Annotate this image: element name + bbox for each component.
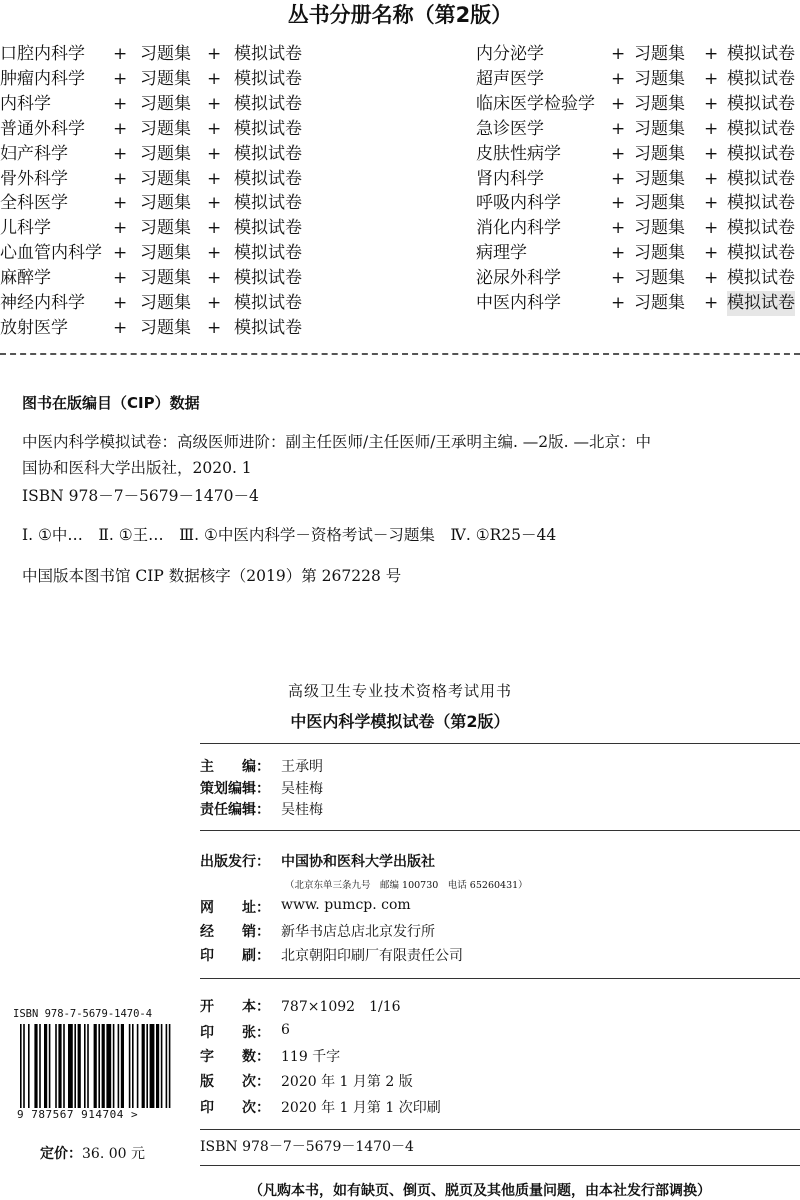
barcode-bar [129,1024,131,1108]
printing-label: 印 次： [200,1100,270,1116]
barcode-bar [166,1024,168,1108]
barcode-icon [20,1024,172,1108]
cip-classification: Ⅰ. ①中… Ⅱ. ①王… Ⅲ. ①中医内科学－资格考试－习题集 Ⅳ. ①R25－44 [22,526,557,544]
mock-exam-label: 模拟试卷 [727,143,795,164]
barcode-bar [118,1024,120,1108]
website-label: 网 址： [200,900,270,916]
cip-line: 中医内科学模拟试卷：高级医师进阶：副主任医师/主任医师/王承明主编. —2版. —北京：中 [22,433,652,451]
mock-exam-label: 模拟试卷 [727,291,795,316]
plus-sign: + [704,168,719,189]
series-item-name: 临床医学检验学 [476,93,595,114]
exercise-label: 习题集 [634,118,685,139]
series-row [476,42,800,67]
series-item-name: 病理学 [476,243,527,264]
series-row [476,67,800,92]
barcode-bar [169,1024,171,1108]
planning-editor-label: 策划编辑： [200,781,270,797]
plus-sign: + [113,193,128,214]
divider [200,743,800,744]
exercise-label: 习题集 [140,93,191,114]
mock-exam-label: 模拟试卷 [234,168,302,189]
plus-sign: + [611,118,626,139]
plus-sign: + [207,317,222,338]
series-title: 丛书分册名称（第2版） [287,3,513,27]
exercise-label: 习题集 [140,317,191,338]
cip-heading: 图书在版编目（CIP）数据 [22,394,200,412]
mock-exam-label: 模拟试卷 [234,118,302,139]
barcode-bar [142,1024,145,1108]
mock-exam-label: 模拟试卷 [234,293,302,313]
format-label: 开 本： [200,999,270,1015]
series-item-name: 口腔内科学 [0,44,85,64]
series-row [0,191,320,216]
barcode-bar [63,1024,65,1108]
series-row [476,167,800,192]
series-row [0,167,320,192]
plus-sign: + [207,243,222,264]
barcode-bar [106,1024,111,1108]
series-row [476,142,800,167]
isbn-line: ISBN 978－7－5679－1470－4 [200,1139,414,1155]
barcode-bar [132,1024,134,1108]
editor-value: 王承明 [281,759,323,775]
plus-sign: + [611,243,626,264]
planning-editor-value: 吴桂梅 [281,781,323,797]
barcode-bar [78,1024,81,1108]
publisher-value: 中国协和医科大学出版社 [281,854,435,870]
mock-exam-label: 模拟试卷 [234,218,302,239]
series-row [0,266,320,291]
series-item-name: 内科学 [0,93,51,114]
mock-exam-label: 模拟试卷 [234,317,302,338]
barcode-bar [39,1024,41,1108]
plus-sign: + [207,168,222,189]
plus-sign: + [704,243,719,264]
plus-sign: + [113,68,128,89]
series-item-name: 放射医学 [0,317,68,338]
exercise-label: 习题集 [634,68,685,89]
mock-exam-label: 模拟试卷 [727,168,795,189]
plus-sign: + [207,68,222,89]
series-row [0,291,320,316]
series-item-name: 普通外科学 [0,118,85,139]
exercise-label: 习题集 [634,218,685,239]
mock-exam-label: 模拟试卷 [727,218,795,239]
barcode-bar [34,1024,37,1108]
cip-record-number: 中国版本图书馆 CIP 数据核字（2019）第 267228 号 [22,567,402,585]
series-item-name: 消化内科学 [476,218,561,239]
barcode-bar [58,1024,61,1108]
exercise-label: 习题集 [140,44,191,64]
barcode-bar [87,1024,89,1108]
plus-sign: + [207,293,222,313]
plus-sign: + [611,143,626,164]
exercise-label: 习题集 [140,268,191,289]
exercise-label: 习题集 [634,143,685,164]
divider [200,1129,800,1130]
cip-line: 国协和医科大学出版社，2020. 1 [22,459,252,477]
plus-sign: + [611,168,626,189]
plus-sign: + [207,118,222,139]
mock-exam-label: 模拟试卷 [234,193,302,214]
series-row [0,241,320,266]
series-item-name: 内分泌学 [476,44,544,64]
barcode-bar [137,1024,139,1108]
series-item-name: 心血管内科学 [0,243,102,264]
plus-sign: + [611,293,626,313]
plus-sign: + [207,193,222,214]
plus-sign: + [113,118,128,139]
exercise-label: 习题集 [140,68,191,89]
barcode-digits: 9 787567 914704 > [17,1108,139,1121]
barcode-bar [146,1024,148,1108]
mock-exam-label: 模拟试卷 [234,243,302,264]
cut-line-divider [0,353,800,355]
book-series-name: 高级卫生专业技术资格考试用书 [287,682,512,700]
series-item-name: 神经内科学 [0,293,85,313]
plus-sign: + [704,44,719,64]
barcode-bar [44,1024,47,1108]
plus-sign: + [611,93,626,114]
printer-label: 印 刷： [200,948,270,964]
exercise-label: 习题集 [634,293,685,313]
distributor-label: 经 销： [200,924,270,940]
barcode-bar [84,1024,86,1108]
barcode-bar [156,1024,159,1108]
mock-exam-label: 模拟试卷 [234,68,302,89]
barcode-bar [113,1024,115,1108]
mock-exam-label: 模拟试卷 [727,243,795,264]
barcode-bar [94,1024,97,1108]
divider [200,1165,800,1166]
series-row [0,67,320,92]
exercise-label: 习题集 [634,268,685,289]
price [40,1143,145,1163]
series-row [0,92,320,117]
price-label: 定价： [40,1146,82,1162]
series-row [476,92,800,117]
word-count-value: 119 千字 [281,1049,341,1065]
plus-sign: + [704,93,719,114]
plus-sign: + [704,143,719,164]
book-title: 中医内科学模拟试卷（第2版） [290,712,510,731]
plus-sign: + [207,143,222,164]
barcode-bar [68,1024,73,1108]
plus-sign: + [207,93,222,114]
series-row [0,42,320,67]
plus-sign: + [113,44,128,64]
sheets-value: 6 [281,1022,290,1038]
mock-exam-label: 模拟试卷 [234,44,302,64]
barcode-bar [49,1024,51,1108]
plus-sign: + [611,218,626,239]
series-row [476,191,800,216]
plus-sign: + [611,44,626,64]
distributor-value: 新华书店总店北京发行所 [281,924,435,940]
plus-sign: + [113,143,128,164]
format-value: 787×1092 1/16 [281,999,401,1015]
exercise-label: 习题集 [634,193,685,214]
series-row [476,291,800,316]
publisher-address: （北京东单三条九号 邮编 100730 电话 65260431） [285,880,528,891]
plus-sign: + [113,317,128,338]
quality-notice: （凡购本书，如有缺页、倒页、脱页及其他质量问题，由本社发行部调换） [249,1183,711,1199]
sheets-label: 印 张： [200,1025,270,1041]
plus-sign: + [207,268,222,289]
plus-sign: + [704,268,719,289]
word-count-label: 字 数： [200,1049,270,1065]
exercise-label: 习题集 [140,118,191,139]
plus-sign: + [611,193,626,214]
series-item-name: 骨外科学 [0,168,68,189]
plus-sign: + [704,193,719,214]
series-item-name: 中医内科学 [476,293,561,313]
plus-sign: + [704,68,719,89]
exercise-label: 习题集 [140,193,191,214]
series-row [0,316,320,341]
series-item-name: 呼吸内科学 [476,193,561,214]
printer-value: 北京朝阳印刷厂有限责任公司 [281,948,463,964]
series-item-name: 妇产科学 [0,143,68,164]
mock-exam-label: 模拟试卷 [234,93,302,114]
responsible-editor-value: 吴桂梅 [281,802,323,818]
plus-sign: + [113,93,128,114]
series-item-name: 儿科学 [0,218,51,239]
barcode-bar [23,1024,25,1108]
series-row [476,266,800,291]
responsible-editor-label: 责任编辑： [200,802,270,818]
plus-sign: + [704,218,719,239]
barcode-bar [121,1024,124,1108]
mock-exam-label: 模拟试卷 [727,268,795,289]
barcode-bar [150,1024,155,1108]
series-item-name: 肿瘤内科学 [0,68,85,89]
exercise-label: 习题集 [634,243,685,264]
publisher-label: 出版发行： [200,854,270,870]
barcode-bar [74,1024,76,1108]
plus-sign: + [611,268,626,289]
series-item-name: 超声医学 [476,68,544,89]
exercise-label: 习题集 [140,218,191,239]
series-row [0,216,320,241]
series-item-name: 麻醉学 [0,268,51,289]
barcode-bar [98,1024,100,1108]
barcode-bar [55,1024,57,1108]
exercise-label: 习题集 [634,93,685,114]
series-item-name: 急诊医学 [476,118,544,139]
barcode-bar [28,1024,30,1108]
plus-sign: + [207,218,222,239]
plus-sign: + [704,118,719,139]
series-row [476,241,800,266]
mock-exam-label: 模拟试卷 [234,143,302,164]
barcode-bar [20,1024,22,1108]
edition-label: 版 次： [200,1074,270,1090]
barcode-isbn-text: ISBN 978-7-5679-1470-4 [13,1008,153,1020]
editor-label: 主 编： [200,759,270,775]
mock-exam-label: 模拟试卷 [727,68,795,89]
plus-sign: + [113,268,128,289]
mock-exam-label: 模拟试卷 [727,193,795,214]
exercise-label: 习题集 [634,44,685,64]
exercise-label: 习题集 [634,168,685,189]
printing-value: 2020 年 1 月第 1 次印刷 [281,1100,441,1116]
mock-exam-label: 模拟试卷 [727,44,795,64]
plus-sign: + [113,168,128,189]
series-item-name: 泌尿外科学 [476,268,561,289]
divider [200,830,800,831]
plus-sign: + [113,218,128,239]
plus-sign: + [113,243,128,264]
series-item-name: 皮肤性病学 [476,143,561,164]
series-row [476,216,800,241]
plus-sign: + [704,293,719,313]
barcode-bar [102,1024,105,1108]
price-value: 36. 00 元 [82,1146,145,1162]
website-value: www. pumcp. com [281,897,411,913]
barcode-bar [161,1024,163,1108]
plus-sign: + [611,68,626,89]
edition-value: 2020 年 1 月第 2 版 [281,1074,413,1090]
exercise-label: 习题集 [140,168,191,189]
mock-exam-label: 模拟试卷 [727,118,795,139]
plus-sign: + [113,293,128,313]
series-item-name: 肾内科学 [476,168,544,189]
mock-exam-label: 模拟试卷 [727,93,795,114]
exercise-label: 习题集 [140,293,191,313]
exercise-label: 习题集 [140,243,191,264]
series-row [0,142,320,167]
cip-isbn: ISBN 978－7－5679－1470－4 [22,487,259,505]
exercise-label: 习题集 [140,143,191,164]
divider [200,978,800,979]
series-item-name: 全科医学 [0,193,68,214]
plus-sign: + [207,44,222,64]
series-row [0,117,320,142]
series-row [476,117,800,142]
mock-exam-label: 模拟试卷 [234,268,302,289]
